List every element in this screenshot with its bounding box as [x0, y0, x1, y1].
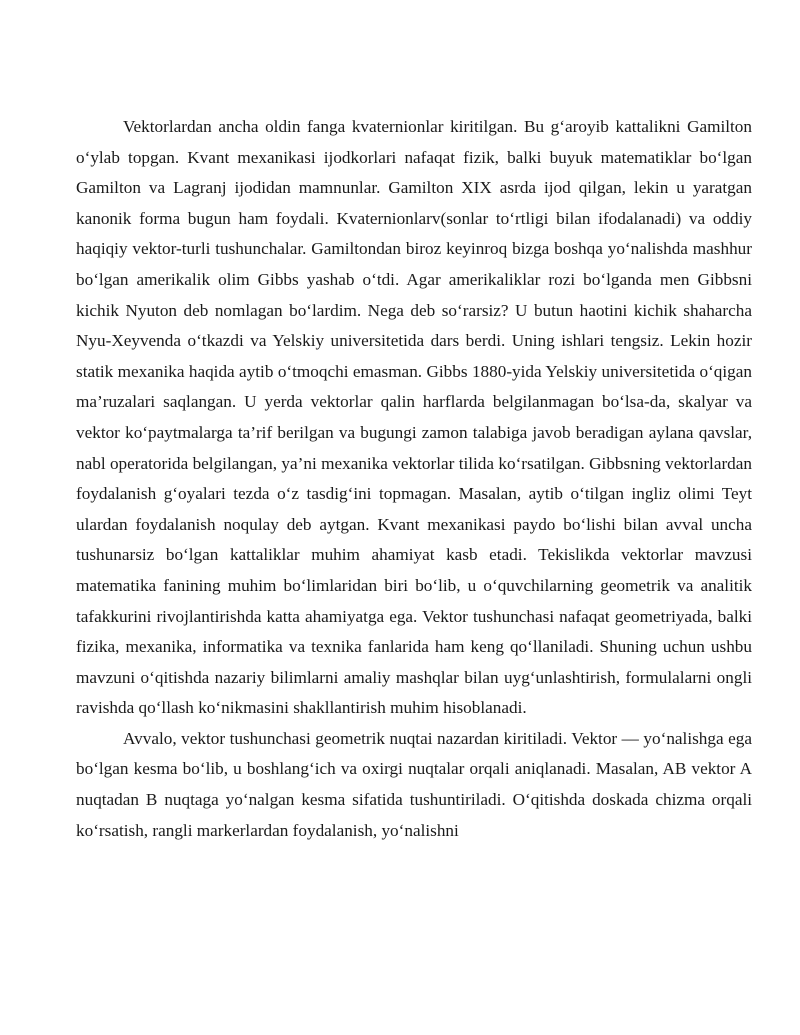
paragraph-history-of-vectors: Vektorlardan ancha oldin fanga kvaternionlar kiritilgan. Bu g‘aroyib kattalikni Gamilton o‘ylab topgan. Kvant mexanikasi ijodkorlari nafaqat fizik, balki buyuk matematiklar bo‘lgan Gamilton va Lagranj ijodidan mamnunlar. Gamilton XIX asrda ijod qilgan, lekin u yaratgan kanonik forma bugun ham foydali. Kvaternionlarv(sonlar to‘rtligi bilan ifodalanadi) va oddiy haqiqiy vektor-turli tushunchalar. Gamiltondan biroz keyinroq bizga boshqa yo‘nalishda mashhur bo‘lgan amerikalik olim Gibbs yashab o‘tdi. Agar amerikaliklar rozi bo‘lganda men Gibbsni kichik Nyuton deb nomlagan bo‘lardim. Nega deb so‘rarsiz? U butun haotini kichik shaharcha Nyu-Xeyvenda o‘tkazdi va Yelskiy universitetida dars berdi. Uning ishlari tengsiz. Lekin hozir statik mexanika haqida aytib o‘tmoqchi emasman. Gibbs 1880-yida Yelskiy universitetida o‘qigan ma’ruzalari saqlangan. U yerda vektorlar qalin harflarda belgilanmagan bo‘lsa-da, skalyar va vektor ko‘paytmalarga ta’rif berilgan va bugungi zamon talabiga javob beradigan aylana qavslar, nabl operatorida belgilangan, ya’ni mexanika vektorlar tilida ko‘rsatilgan. Gibbsning vektorlardan foydalanish g‘oyalari tezda o‘z tasdig‘ini topmagan. Masalan, aytib o‘tilgan ingliz olimi Teyt ulardan foydalanish noqulay deb aytgan. Kvant mexanikasi paydo bo‘lishi bilan avval uncha tushunarsiz bo‘lgan kattaliklar muhim ahamiyat kasb etadi. Tekislikda vektorlar mavzusi matematika fanining muhim bo‘limlaridan biri bo‘lib, u o‘quvchilarning geometrik va analitik tafakkurini rivojlantirishda katta ahamiyatga ega. Vektor tushunchasi nafaqat geometriyada, balki fizika, mexanika, informatika va texnika fanlarida ham keng qo‘llaniladi. Shuning uchun ushbu mavzuni o‘qitishda nazariy bilimlarni amaliy mashqlar bilan uyg‘unlashtirish, formulalarni ongli ravishda qo‘llash ko‘nikmasini shakllantirish muhim hisoblanadi.	[76, 117, 752, 718]
paragraph-vector-definition: Avvalo, vektor tushunchasi geometrik nuqtai nazardan kiritiladi. Vektor — yo‘nalishga ega bo‘lgan kesma bo‘lib, u boshlang‘ich va oxirgi nuqtalar orqali aniqlanadi. Masalan, AB vektor A nuqtadan B nuqtaga yo‘nalgan kesma sifatida tushuntiriladi. O‘qitishda doskada chizma orqali ko‘rsatish, rangli markerlardan foydalanish, yo‘nalishni	[76, 728, 752, 840]
document-page	[76, 112, 752, 846]
